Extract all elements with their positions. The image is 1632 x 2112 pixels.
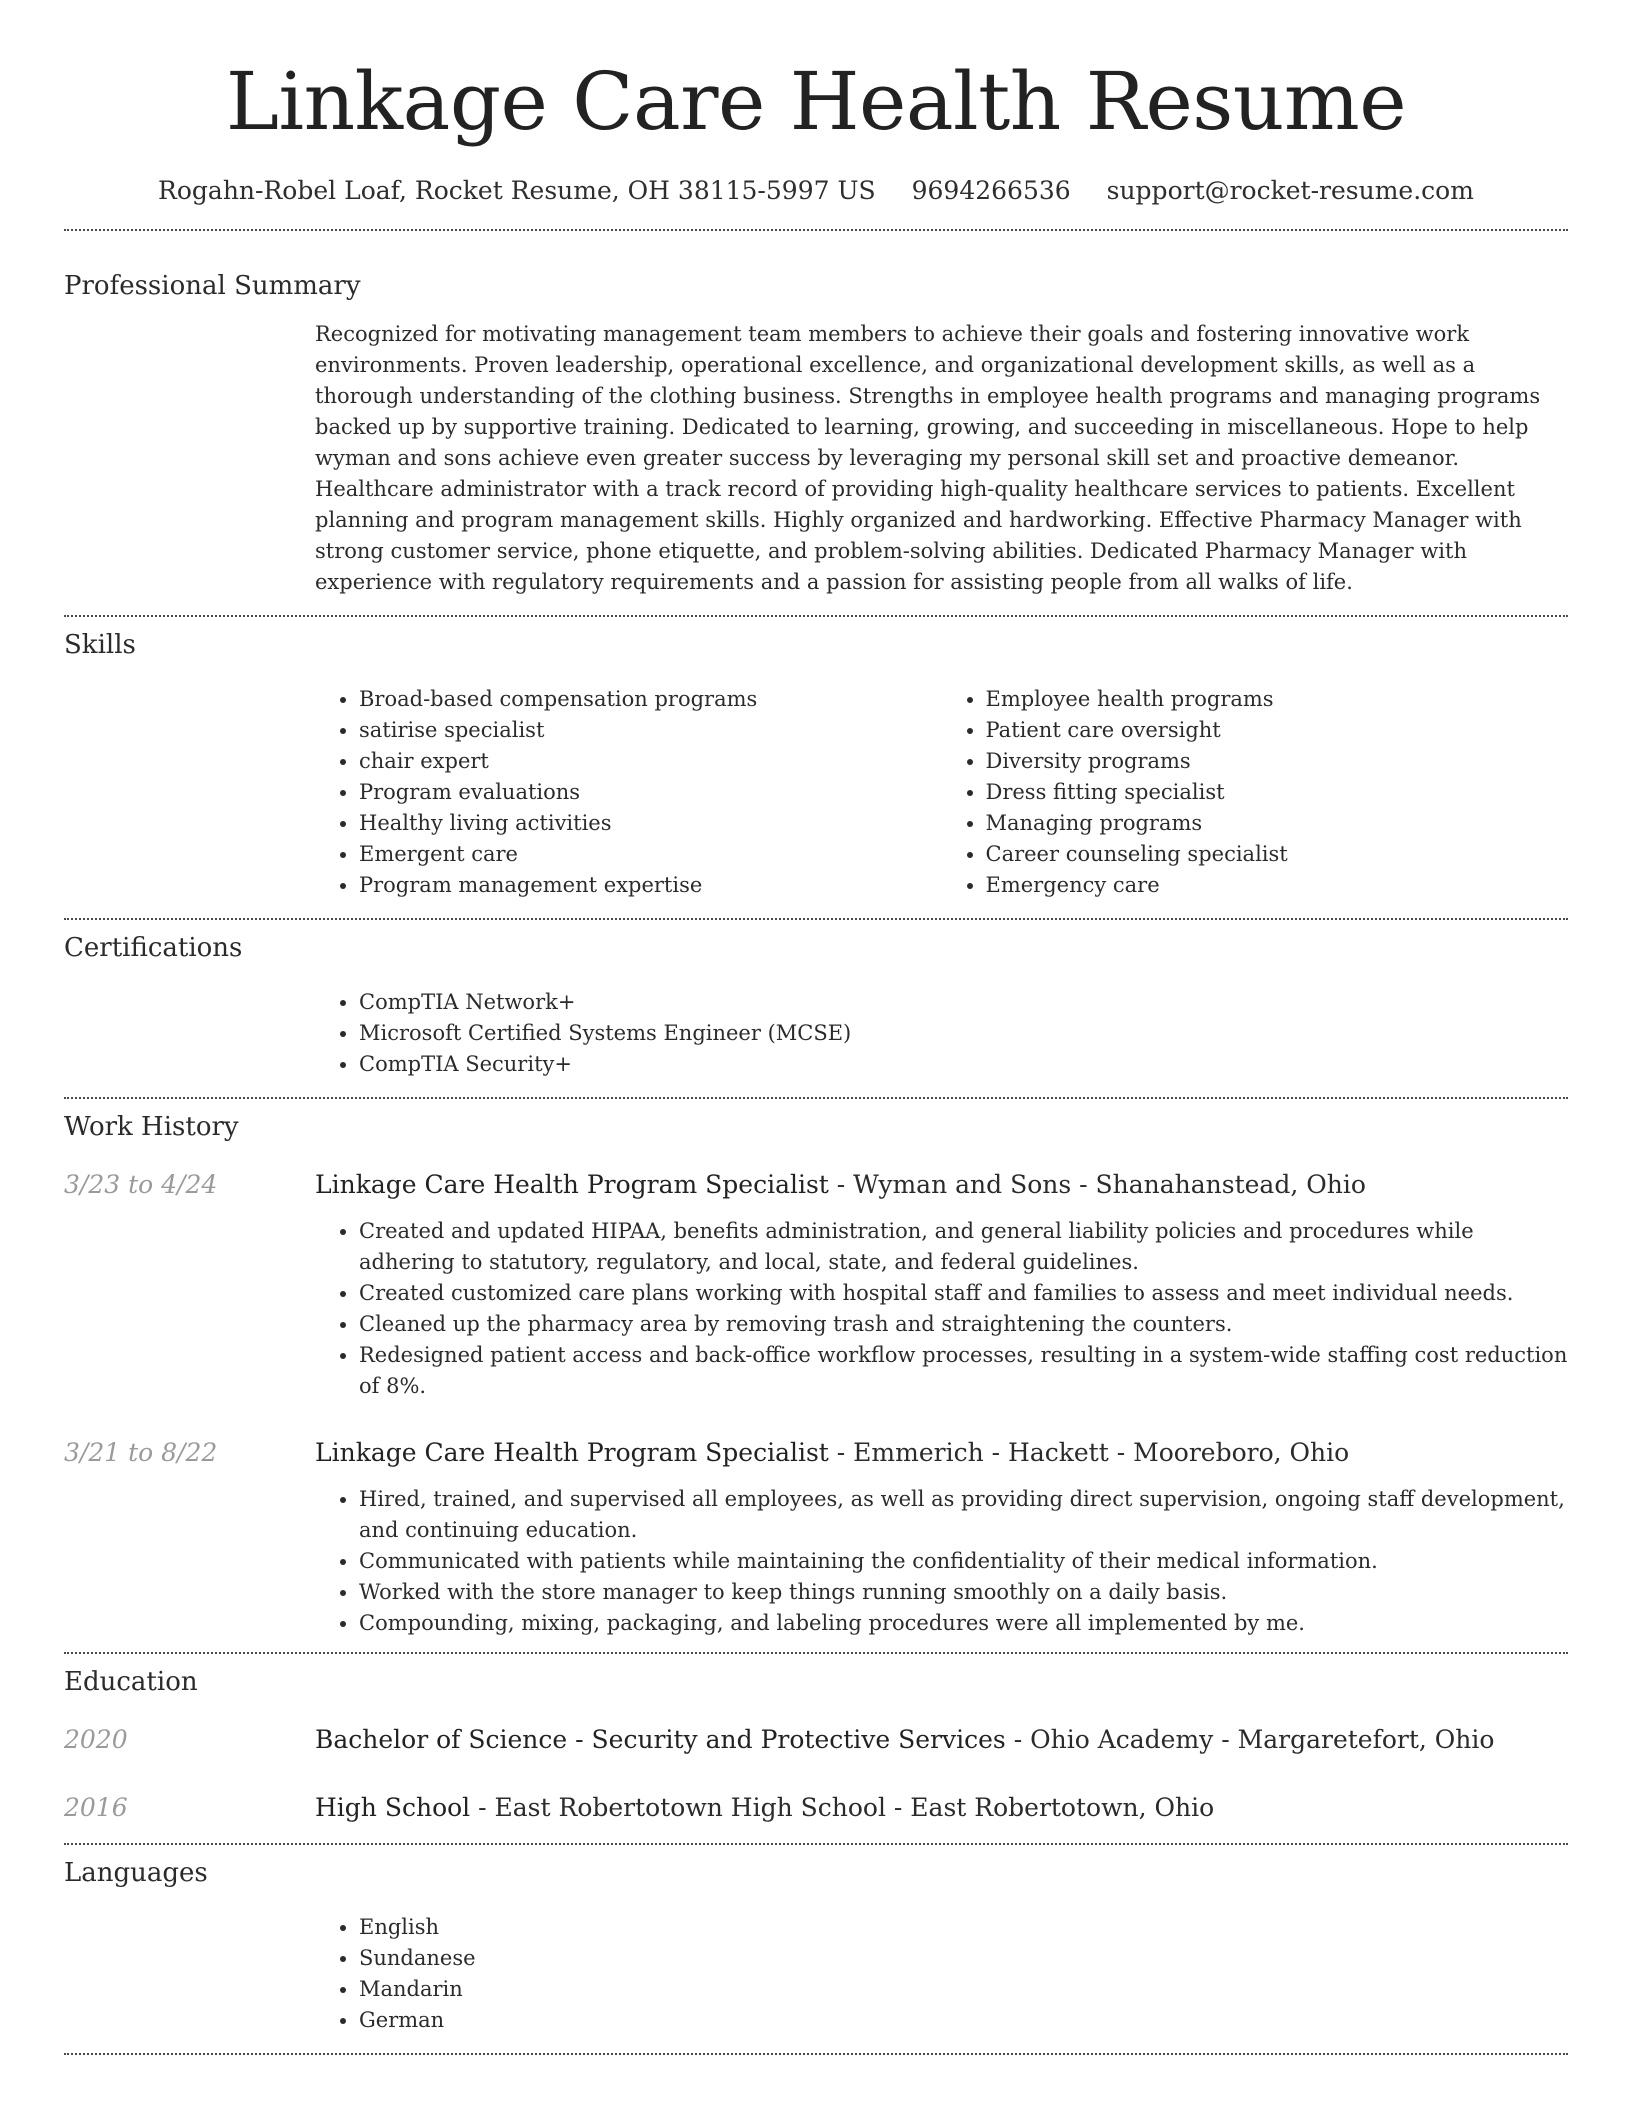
job-company-location: - Wyman and Sons - Shanahanstead, Ohio [828,1170,1366,1199]
list-item: • Diversity programs [986,746,1569,777]
education-date: 2020 [64,1725,128,1754]
education-entry [64,1791,1568,1825]
summary-section [64,231,1568,598]
list-item: • Dress fitting specialist [986,777,1569,808]
section-title-languages: Languages [64,1858,208,1888]
list-item: • Employee health programs [986,684,1569,715]
skills-list-left [315,684,942,901]
skills-grid [315,684,1568,901]
certifications-section [64,920,1568,1080]
list-item: • Broad-based compensation programs [359,684,942,715]
contact-email: support@rocket-resume.com [1106,176,1474,205]
list-item: • German [359,2005,1568,2036]
skills-section [64,617,1568,901]
education-section [64,1654,1568,1825]
languages-section [64,1845,1568,2036]
education-title-line [315,1723,1494,1757]
summary-text: Recognized for motivating management team members to achieve their goals and fostering innovative work environments. Proven leadership, operational excellence, and organizational development skills, as well as a thorough understanding of the clothing business. Strengths in employee health programs and managing programs backed up by supportive training. Dedicated to learning, growing, and succeeding in miscellaneous. Hope to help wyman and sons achieve even greater success by leveraging my personal skill set and proactive demeanor. Healthcare administrator with a track record of providing high-quality healthcare services to patients. Excellent planning and program management skills. Highly organized and hardworking. Effective Pharmacy Manager with strong customer service, phone etiquette, and problem-solving abilities. Dedicated Pharmacy Manager with experience with regulatory requirements and a passion for assisting people from all walks of life. [315,322,1541,594]
certifications-content [315,987,1568,1080]
job-header [64,1436,1568,1470]
list-item: • Created customized care plans working with hospital staff and families to assess and meet individual needs. [359,1278,1568,1309]
education-entry [64,1723,1568,1757]
list-item: • CompTIA Security+ [359,1049,1568,1080]
list-item: • Microsoft Certified Systems Engineer (MCSE) [359,1018,1568,1049]
education-school-location: - East Robertotown High School - East Robertotown, Ohio [470,1793,1215,1822]
list-item: • English [359,1912,1568,1943]
education-date: 2016 [64,1793,128,1822]
section-title-work-history: Work History [64,1112,239,1142]
list-item: • Program management expertise [359,870,942,901]
list-item: • Hired, trained, and supervised all employees, as well as providing direct supervision, ongoing staff development, and continuing education. [359,1484,1568,1546]
list-item: • Healthy living activities [359,808,942,839]
languages-content [315,1912,1568,2036]
summary-content [315,319,1568,598]
list-item: • Sundanese [359,1943,1568,1974]
job-position: Linkage Care Health Program Specialist [315,1438,829,1467]
list-item: • Cleaned up the pharmacy area by removing trash and straightening the counters. [359,1309,1568,1340]
job-bullets [315,1216,1568,1402]
certifications-list [315,987,1568,1080]
contact-address: Rogahn-Robel Loaf, Rocket Resume, OH 38115-5997 US [158,176,876,205]
job-bullet-list [315,1216,1568,1402]
job-date: 3/23 to 4/24 [64,1170,218,1199]
list-item: • Redesigned patient access and back-office workflow processes, resulting in a system-wide staffing cost reduction of 8%. [359,1340,1568,1402]
section-title-summary: Professional Summary [64,271,361,301]
education-degree: High School [315,1793,471,1822]
list-item: • satirise specialist [359,715,942,746]
job-position: Linkage Care Health Program Specialist [315,1170,829,1199]
education-degree: Bachelor of Science - Security and Protective Services [315,1725,1006,1754]
job-company-location: - Emmerich - Hackett - Mooreboro, Ohio [828,1438,1350,1467]
contact-line [64,174,1568,208]
list-item: • Career counseling specialist [986,839,1569,870]
list-item: • Communicated with patients while maintaining the confidentiality of their medical information. [359,1546,1568,1577]
list-item: • Worked with the store manager to keep things running smoothly on a daily basis. [359,1577,1568,1608]
list-item: • Created and updated HIPAA, benefits administration, and general liability policies and procedures while adhering to statutory, regulatory, and local, state, and federal guidelines. [359,1216,1568,1278]
section-title-certifications: Certifications [64,933,243,963]
list-item: • Program evaluations [359,777,942,808]
list-item: • chair expert [359,746,942,777]
section-title-education: Education [64,1667,198,1697]
section-title-skills: Skills [64,630,136,660]
divider [64,2053,1568,2055]
list-item: • Patient care oversight [986,715,1569,746]
job-bullet-list [315,1484,1568,1639]
job-title-line [315,1168,1366,1202]
job-date: 3/21 to 8/22 [64,1438,218,1467]
education-school-location: - Ohio Academy - Margaretefort, Ohio [1005,1725,1495,1754]
contact-phone: 9694266536 [911,176,1071,205]
list-item: • Mandarin [359,1974,1568,2005]
list-item: • Emergent care [359,839,942,870]
education-title-line [315,1791,1214,1825]
list-item: • Managing programs [986,808,1569,839]
languages-list [315,1912,1568,2036]
job-bullets [315,1484,1568,1639]
list-item: • Compounding, mixing, packaging, and labeling procedures were all implemented by me. [359,1608,1568,1639]
job-entry [64,1436,1568,1639]
list-item: • CompTIA Network+ [359,987,1568,1018]
list-item: • Emergency care [986,870,1569,901]
resume-title: Linkage Care Health Resume [225,55,1407,148]
skills-list-right [942,684,1569,901]
job-entry [64,1168,1568,1402]
job-title-line [315,1436,1349,1470]
work-history-section [64,1099,1568,1639]
job-header [64,1168,1568,1202]
